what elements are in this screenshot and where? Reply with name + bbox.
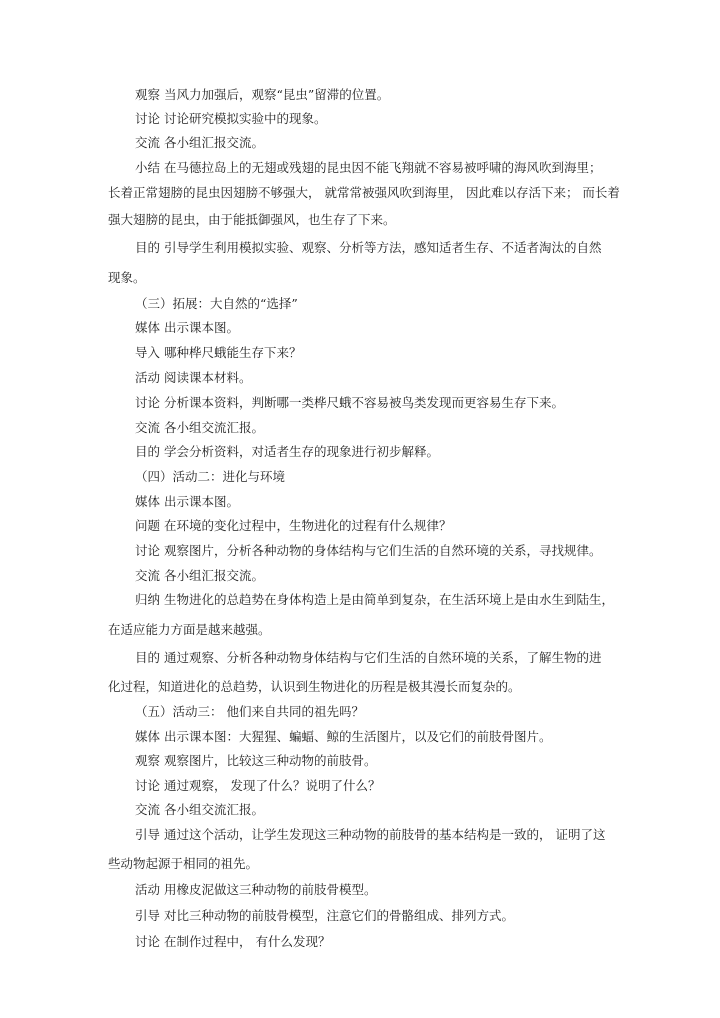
text-line-8: 现象。 — [108, 270, 146, 285]
text-line-1: 观察 当风力加强后，观察“昆虫”留滞的位置。 — [135, 87, 390, 102]
text-line-15: 目的 学会分析资料，对适者生存的现象进行初步解释。 — [135, 444, 439, 459]
text-line-33: 引导 对比三种动物的前肢骨模型，注意它们的骨骼组成、排列方式。 — [135, 908, 514, 923]
section-heading-5: （五）活动三： 他们来自共同的祖先吗？ — [135, 704, 364, 719]
text-line-11: 导入 哪种桦尺蛾能生存下来？ — [135, 345, 302, 360]
text-line-7: 目的 引导学生利用模拟实验、观察、分析等方法，感知适者生存、不适者淘汰的自然 — [135, 240, 602, 255]
text-line-2: 讨论 讨论研究模拟实验中的现象。 — [135, 111, 327, 126]
text-line-6: 强大翅膀的昆虫，由于能抵御强风，也生存了下来。 — [108, 212, 396, 227]
text-line-10: 媒体 出示课本图。 — [135, 320, 239, 335]
text-line-17: 媒体 出示课本图。 — [135, 494, 239, 509]
text-line-27: 观察 观察图片，比较这三种动物的前肢骨。 — [135, 753, 377, 768]
text-line-23: 目的 通过观察、分析各种动物身体结构与它们生活的自然环境的关系，了解生物的进 — [135, 650, 602, 665]
text-line-24: 化过程，知道进化的总趋势，认识到生物进化的历程是极其漫长而复杂的。 — [108, 679, 521, 694]
text-line-26: 媒体 出示课本图：大猩猩、蝙蝠、鲸的生活图片，以及它们的前肢骨图片。 — [135, 729, 552, 744]
text-line-30: 引导 通过这个活动，让学生发现这三种动物的前肢骨的基本结构是一致的， 证明了这 — [135, 827, 606, 842]
text-line-4: 小结 在马德拉岛上的无翅或残翅的昆虫因不能飞翔就不容易被呼啸的海风吹到海里； — [135, 160, 602, 175]
text-line-14: 交流 各小组交流汇报。 — [135, 420, 264, 435]
text-line-12: 活动 阅读课本材料。 — [135, 370, 252, 385]
text-line-31: 些动物起源于相同的祖先。 — [108, 856, 259, 871]
text-line-19: 讨论 观察图片，分析各种动物的身体结构与它们生活的自然环境的关系，寻找规律。 — [135, 543, 602, 558]
text-line-3: 交流 各小组汇报交流。 — [135, 135, 264, 150]
text-line-29: 交流 各小组交流汇报。 — [135, 802, 264, 817]
text-line-13: 讨论 分析课本资料，判断哪一类桦尺蛾不容易被鸟类发现而更容易生存下来。 — [135, 395, 564, 410]
text-line-34: 讨论 在制作过程中， 有什么发现？ — [135, 934, 331, 949]
text-line-18: 问题 在环境的变化过程中，生物进化的过程有什么规律？ — [135, 518, 452, 533]
text-line-5: 长着正常翅膀的昆虫因翅膀不够强大， 就常常被强风吹到海里， 因此难以存活下来； 而长着 — [108, 185, 620, 200]
section-heading-4: （四）活动二：进化与环境 — [135, 469, 286, 484]
text-line-28: 讨论 通过观察， 发现了什么？说明了什么？ — [135, 778, 381, 793]
text-line-21: 归纳 生物进化的总趋势在身体构造上是由简单到复杂，在生活环境上是由水生到陆生， — [135, 592, 614, 607]
text-line-32: 活动 用橡皮泥做这三种动物的前肢骨模型。 — [135, 882, 377, 897]
section-heading-3: （三）拓展：大自然的“选择” — [135, 296, 298, 311]
text-line-22: 在适应能力方面是越来越强。 — [108, 622, 271, 637]
text-line-20: 交流 各小组汇报交流。 — [135, 568, 264, 583]
